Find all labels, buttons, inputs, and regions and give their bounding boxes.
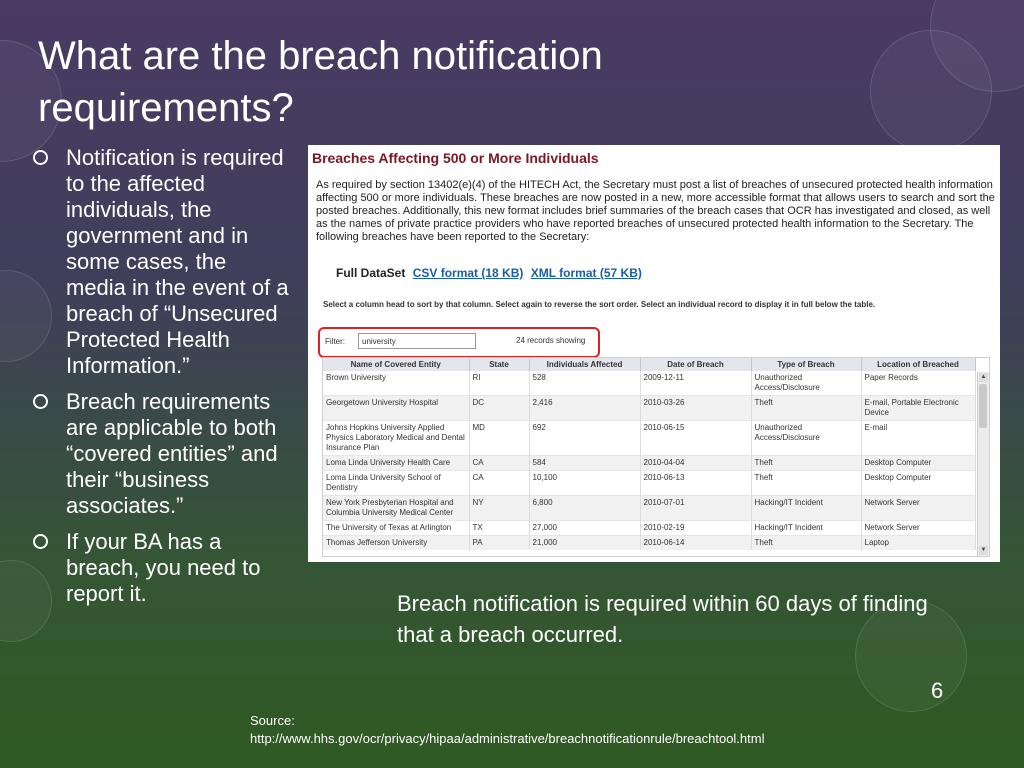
filter-highlight [318, 327, 600, 358]
column-header[interactable]: Name of Covered Entity [323, 358, 469, 371]
column-header[interactable]: Individuals Affected [529, 358, 640, 371]
cell-state: PA [469, 536, 529, 551]
cell-entity: Loma Linda University Health Care [323, 456, 469, 471]
cell-location: Paper Records [861, 371, 975, 396]
cell-entity: Johns Hopkins University Applied Physics Laboratory Medical and Dental Insurance Plan [323, 421, 469, 456]
xml-link[interactable]: XML format (57 KB) [530, 266, 642, 280]
cell-date: 2009-12-11 [640, 371, 751, 396]
circle-bullet-icon [33, 150, 48, 165]
bullet-item [30, 389, 292, 519]
cell-type: Unauthorized Access/Disclosure [751, 371, 861, 396]
cell-date: 2010-02-19 [640, 521, 751, 536]
breach-table-container [322, 357, 990, 557]
table-row[interactable] [323, 521, 975, 536]
table-row[interactable] [323, 456, 975, 471]
source-url[interactable]: http://www.hhs.gov/ocr/privacy/hipaa/administrative/breachnotificationrule/breachtool.html [250, 731, 765, 746]
cell-location: Desktop Computer [861, 456, 975, 471]
slide-title: What are the breach notification requirements? [38, 34, 603, 130]
bullet-text: Breach requirements are applicable to both “covered entities” and their “business associates.” [66, 389, 278, 518]
table-row[interactable] [323, 396, 975, 421]
cell-state: NY [469, 496, 529, 521]
bullet-item [30, 145, 292, 379]
cell-type: Hacking/IT Incident [751, 521, 861, 536]
table-row[interactable] [323, 471, 975, 496]
cell-date: 2010-06-14 [640, 536, 751, 551]
cell-location: E-mail, Portable Electronic Device [861, 396, 975, 421]
table-header-row [323, 358, 975, 371]
cell-entity: New York Presbyterian Hospital and Columbia University Medical Center [323, 496, 469, 521]
cell-entity: The University of Texas at Arlington [323, 521, 469, 536]
screenshot-intro: As required by section 13402(e)(4) of the HITECH Act, the Secretary must post a list of breaches of unsecured protected health information affecting 500 or more individuals. These breaches are now posted in a new, more accessible format that allows users to search and sort the posted breaches. Additionally, this new format includes brief summaries of the breach cases that OCR has investigated and closed, as well as the names of private practice providers who have reported breaches of unsecured protected health information to the Secretary. The following breaches have been reported to the Secretary: [316, 179, 995, 243]
table-row[interactable] [323, 536, 975, 551]
column-header[interactable]: Date of Breach [640, 358, 751, 371]
scroll-thumb[interactable] [979, 384, 987, 428]
cell-affected: 2,416 [529, 396, 640, 421]
table-row[interactable] [323, 421, 975, 456]
cell-affected: 27,000 [529, 521, 640, 536]
cell-type: Hacking/IT Incident [751, 496, 861, 521]
bullet-list [30, 145, 292, 617]
cell-affected: 584 [529, 456, 640, 471]
sort-instructions: Select a column head to sort by that column. Select again to reverse the sort order. Select an individual record to display it in full below the table. [323, 300, 876, 309]
bullet-item [30, 529, 292, 607]
cell-state: TX [469, 521, 529, 536]
table-row[interactable] [323, 371, 975, 396]
cell-date: 2010-07-01 [640, 496, 751, 521]
cell-entity: Loma Linda University School of Dentistry [323, 471, 469, 496]
cell-affected: 6,800 [529, 496, 640, 521]
dataset-label: Full DataSet [336, 266, 406, 280]
breach-table [323, 358, 976, 550]
cell-type: Unauthorized Access/Disclosure [751, 421, 861, 456]
filter-input[interactable] [358, 333, 476, 349]
cell-location: Network Server [861, 496, 975, 521]
table-scrollbar[interactable] [977, 372, 989, 556]
cell-date: 2010-06-13 [640, 471, 751, 496]
cell-state: RI [469, 371, 529, 396]
column-header[interactable]: Location of Breached [861, 358, 975, 371]
cell-state: CA [469, 471, 529, 496]
table-row[interactable] [323, 496, 975, 521]
cell-date: 2010-04-04 [640, 456, 751, 471]
scroll-down-icon[interactable]: ▼ [980, 547, 987, 553]
caption-text: Breach notification is required within 60 days of finding that a breach occurred. [397, 591, 928, 647]
cell-type: Theft [751, 536, 861, 551]
cell-location: Network Server [861, 521, 975, 536]
embedded-screenshot [308, 145, 1000, 562]
scroll-up-icon[interactable]: ▲ [980, 374, 987, 380]
csv-link[interactable]: CSV format (18 KB) [412, 266, 524, 280]
cell-date: 2010-03-26 [640, 396, 751, 421]
cell-location: Desktop Computer [861, 471, 975, 496]
column-header[interactable]: State [469, 358, 529, 371]
cell-date: 2010-06-15 [640, 421, 751, 456]
dataset-links [336, 266, 642, 280]
cell-entity: Georgetown University Hospital [323, 396, 469, 421]
cell-affected: 528 [529, 371, 640, 396]
cell-type: Theft [751, 396, 861, 421]
cell-entity: Thomas Jefferson University [323, 536, 469, 551]
cell-state: CA [469, 456, 529, 471]
bullet-text: Notification is required to the affected individuals, the government and in some cases, the media in the event of a breach of “Unsecured Protected Health Information.” [66, 145, 289, 378]
cell-location: E-mail [861, 421, 975, 456]
cell-affected: 10,100 [529, 471, 640, 496]
cell-state: DC [469, 396, 529, 421]
cell-type: Theft [751, 471, 861, 496]
page-number: 6 [931, 678, 944, 703]
cell-affected: 692 [529, 421, 640, 456]
bullet-text: If your BA has a breach, you need to report it. [66, 529, 261, 606]
column-header[interactable]: Type of Breach [751, 358, 861, 371]
cell-affected: 21,000 [529, 536, 640, 551]
source-citation [250, 712, 1010, 748]
screenshot-title: Breaches Affecting 500 or More Individuals [312, 150, 599, 166]
records-count: 24 records showing [516, 336, 586, 345]
source-label: Source: [250, 713, 295, 728]
cell-location: Laptop [861, 536, 975, 551]
circle-bullet-icon [33, 394, 48, 409]
cell-type: Theft [751, 456, 861, 471]
cell-entity: Brown University [323, 371, 469, 396]
cell-state: MD [469, 421, 529, 456]
circle-bullet-icon [33, 534, 48, 549]
filter-label: Filter: [325, 337, 345, 346]
